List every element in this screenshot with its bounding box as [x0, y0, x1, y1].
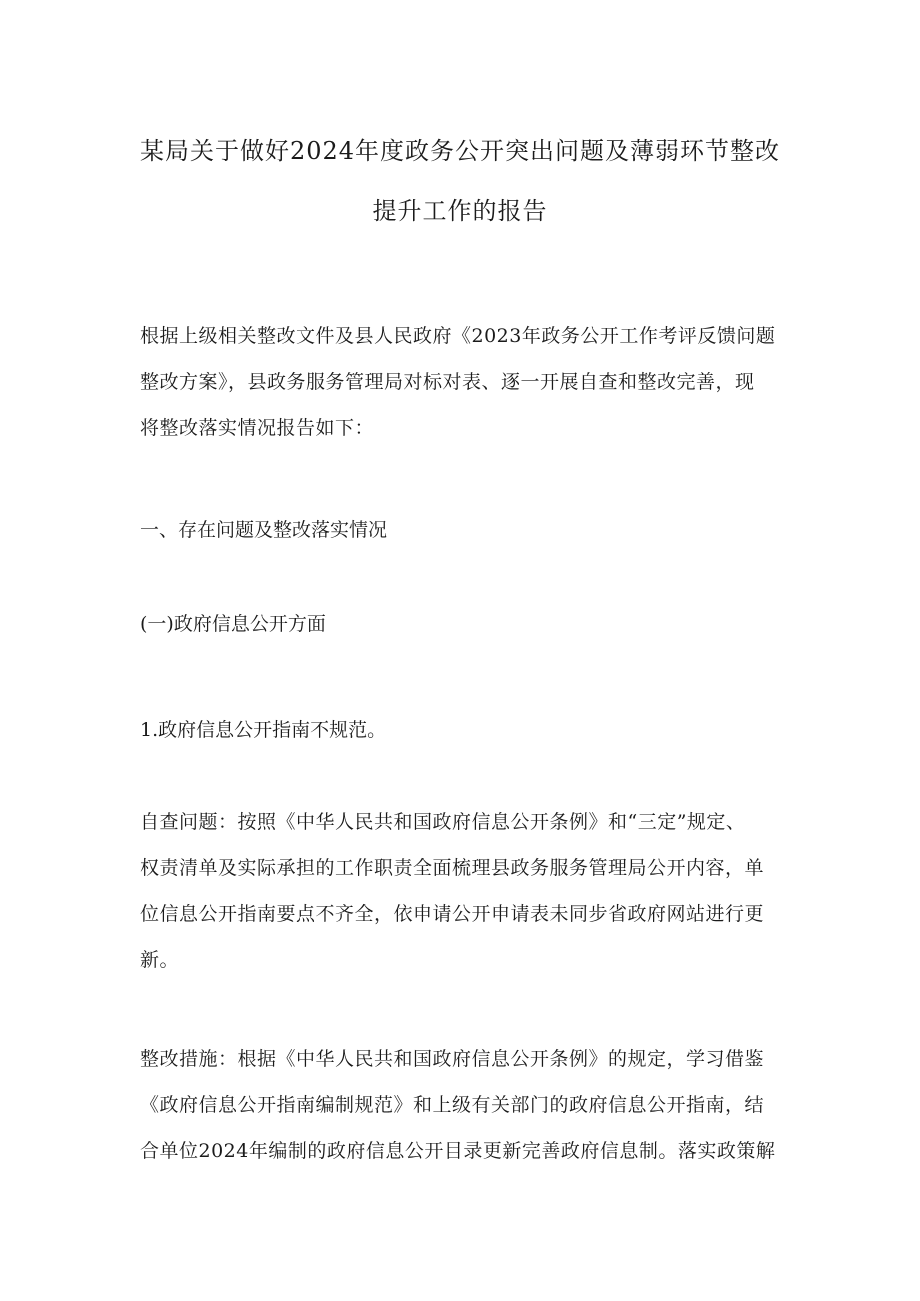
document-title-line-2: 提升工作的报告 — [372, 197, 548, 225]
measures-line-1: 整改措施：根据《中华人民共和国政府信息公开条例》的规定，学习借鉴 — [140, 1048, 765, 1070]
subsection-1-heading: (一)政府信息公开方面 — [140, 613, 326, 635]
item-1-heading: 1.政府信息公开指南不规范。 — [140, 719, 387, 741]
section-1-heading: 一、存在问题及整改落实情况 — [140, 519, 388, 541]
intro-line-1: 根据上级相关整改文件及县人民政府《2023年政务公开工作考评反馈问题 — [140, 325, 776, 347]
measures-line-3: 合单位2024年编制的政府信息公开目录更新完善政府信息制。落实政策解 — [140, 1140, 776, 1162]
intro-line-2: 整改方案》，县政务服务管理局对标对表、逐一开展自查和整改完善，现 — [140, 371, 755, 393]
measures-line-2: 《政府信息公开指南编制规范》和上级有关部门的政府信息公开指南，结 — [140, 1094, 765, 1116]
document-title-line-1: 某局关于做好2024年度政务公开突出问题及薄弱环节整改 — [139, 137, 781, 165]
intro-line-3: 将整改落实情况报告如下： — [140, 417, 375, 439]
self-check-line-1: 自查问题：按照《中华人民共和国政府信息公开条例》和“三定”规定、 — [140, 811, 746, 833]
intro-paragraph — [140, 313, 785, 451]
self-check-line-3: 位信息公开指南要点不齐全，依申请公开申请表未同步省政府网站进行更 — [140, 903, 765, 925]
self-check-paragraph — [140, 799, 785, 983]
measures-paragraph — [140, 1036, 785, 1174]
self-check-line-4: 新。 — [140, 949, 180, 971]
self-check-line-2: 权责清单及实际承担的工作职责全面梳理县政务服务管理局公开内容，单 — [140, 857, 765, 879]
